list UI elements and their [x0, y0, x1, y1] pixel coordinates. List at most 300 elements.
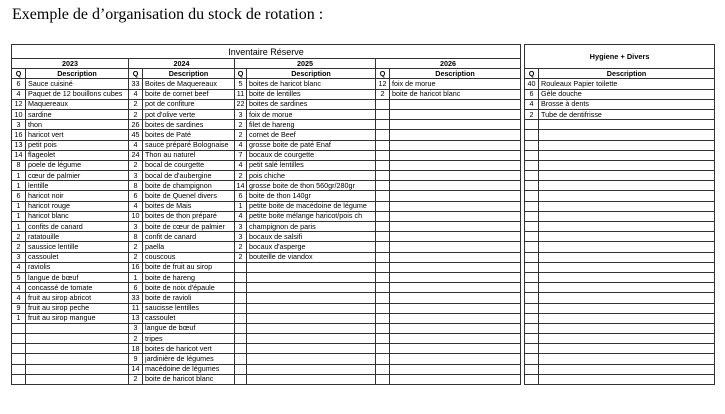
desc-cell-2024: boites de sardines [143, 120, 235, 130]
desc-cell-2025: cornet de Beef [247, 130, 376, 140]
qty-cell-2025: 1 [235, 201, 247, 211]
desc-cell-2025: bocaux de salsifi [247, 232, 376, 242]
col-q-2026: Q [376, 69, 390, 79]
desc-cell-2023: Paquet de 12 bouillons cubes [26, 89, 129, 99]
desc-cell-2026 [390, 354, 521, 364]
desc-cell-hygiene: Gèle douche [539, 89, 715, 99]
qty-cell-2026 [376, 191, 390, 201]
qty-cell-2024: 4 [129, 89, 143, 99]
qty-cell-2026 [376, 374, 390, 384]
desc-cell-hygiene [539, 272, 715, 282]
qty-cell-2024: 33 [129, 293, 143, 303]
qty-cell-2023: 12 [12, 99, 26, 109]
qty-cell-hygiene: 6 [525, 89, 539, 99]
desc-cell-hygiene [539, 201, 715, 211]
qty-cell-2026 [376, 222, 390, 232]
table-row [12, 109, 715, 119]
table-row [12, 150, 715, 160]
desc-cell-2026 [390, 323, 521, 333]
desc-cell-2026 [390, 242, 521, 252]
desc-cell-2025 [247, 313, 376, 323]
table-row [12, 181, 715, 191]
desc-cell-2023 [26, 374, 129, 384]
qty-cell-2025: 22 [236, 99, 245, 109]
desc-cell-2025: petite boite de macédoine de légume [247, 201, 376, 211]
qty-cell-2025: 4 [235, 211, 247, 221]
qty-cell-hygiene [525, 150, 539, 160]
table-row [12, 130, 715, 140]
qty-cell-2026 [376, 262, 390, 272]
desc-cell-hygiene [539, 211, 715, 221]
qty-cell-2023: 4 [12, 89, 26, 99]
qty-cell-hygiene [525, 293, 539, 303]
desc-cell-2024: tripes [143, 334, 235, 344]
qty-cell-hygiene [525, 232, 539, 242]
qty-cell-2023 [12, 344, 26, 354]
desc-cell-2024: boites de Paté [143, 130, 235, 140]
desc-cell-2023: haricot rouge [26, 201, 129, 211]
qty-cell-hygiene [525, 283, 539, 293]
qty-cell-hygiene [525, 323, 539, 333]
qty-cell-2023 [12, 334, 26, 344]
desc-cell-2023: Maquereaux [26, 99, 129, 109]
qty-cell-2026 [376, 323, 390, 333]
qty-cell-hygiene [525, 272, 539, 282]
qty-cell-2025 [235, 374, 247, 384]
qty-cell-2025: 11 [235, 89, 247, 99]
qty-cell-2023: 14 [12, 150, 26, 160]
qty-cell-2025: 6 [235, 191, 247, 201]
inventaire-title: Inventaire Réserve [12, 45, 521, 59]
desc-cell-2023: cœur de palmier [26, 171, 129, 181]
table-row [12, 120, 715, 130]
desc-cell-hygiene: Tube de dentifrisse [539, 109, 715, 119]
qty-cell-hygiene [525, 313, 539, 323]
desc-cell-hygiene [539, 364, 715, 374]
desc-cell-2023: lentille [26, 181, 129, 191]
desc-cell-hygiene [539, 242, 715, 252]
qty-cell-2024: 11 [129, 303, 143, 313]
table-row [12, 303, 715, 313]
table-row [12, 232, 715, 242]
qty-cell-2026 [376, 181, 390, 191]
qty-cell-2023: 4 [12, 283, 26, 293]
qty-cell-2026 [376, 140, 390, 150]
desc-cell-hygiene [539, 313, 715, 323]
desc-cell-2025: bocaux de courgette [247, 150, 376, 160]
qty-cell-hygiene [525, 344, 539, 354]
desc-cell-2023 [26, 334, 129, 344]
qty-cell-2026 [376, 252, 390, 262]
qty-cell-2025 [235, 272, 247, 282]
qty-cell-2023: 3 [12, 120, 26, 130]
desc-cell-hygiene [539, 120, 715, 130]
desc-cell-2024: sauce préparé Bolognaise [143, 140, 235, 150]
desc-cell-2025: boite de thon 140gr [247, 191, 376, 201]
table-row [12, 344, 715, 354]
col-desc-hygiene: Description [539, 69, 715, 79]
desc-cell-2023: raviolis [26, 262, 129, 272]
qty-cell-2025: 5 [235, 79, 247, 89]
table-row [12, 272, 715, 282]
qty-cell-2023: 6 [12, 191, 26, 201]
table-row [12, 79, 715, 89]
qty-cell-hygiene [525, 303, 539, 313]
column-gap [521, 59, 525, 69]
desc-cell-2025 [247, 293, 376, 303]
qty-cell-2026 [376, 171, 390, 181]
qty-cell-2024: 4 [129, 140, 143, 150]
qty-cell-2024: 1 [129, 272, 143, 282]
qty-cell-hygiene [525, 140, 539, 150]
desc-cell-2025: petit salé lentilles [247, 160, 376, 170]
qty-cell-hygiene: 4 [525, 99, 539, 109]
desc-cell-2025 [247, 344, 376, 354]
qty-cell-2023: 16 [12, 130, 26, 140]
qty-cell-2024: 2 [129, 374, 143, 384]
qty-cell-2023: 1 [12, 313, 26, 323]
qty-cell-2026 [376, 354, 390, 364]
desc-cell-2025 [247, 323, 376, 333]
qty-cell-2023: 2 [12, 232, 26, 242]
qty-cell-2025: 2 [235, 171, 247, 181]
page-heading: Exemple de d’organisation du stock de rotation : [12, 6, 324, 23]
desc-cell-hygiene [539, 293, 715, 303]
table-row [12, 140, 715, 150]
desc-cell-2024: cassoulet [143, 313, 235, 323]
table-row [12, 222, 715, 232]
desc-cell-2025: grosse boite de thon 560gr/280gr [247, 181, 376, 191]
qty-cell-2025 [235, 323, 247, 333]
qty-cell-hygiene [525, 242, 539, 252]
qty-cell-2025: 4 [235, 140, 247, 150]
qty-cell-2024: 33 [129, 79, 143, 89]
desc-cell-hygiene [539, 374, 715, 384]
qty-cell-2024: 3 [129, 323, 143, 333]
desc-cell-hygiene [539, 160, 715, 170]
desc-cell-2024: pot de confiture [143, 99, 235, 109]
desc-cell-2026 [390, 334, 521, 344]
desc-cell-2024: jardinière de légumes [143, 354, 235, 364]
desc-cell-2024: boite de noix d'épaule [143, 283, 235, 293]
qty-cell-2025 [235, 262, 247, 272]
desc-cell-2023: fruit au sirop abricot [26, 293, 129, 303]
desc-cell-2023: cassoulet [26, 252, 129, 262]
qty-cell-2026 [376, 99, 390, 109]
qty-cell-2024: 8 [129, 181, 143, 191]
qty-cell-2025: 2 [235, 130, 247, 140]
qty-cell-2025: 3 [235, 222, 247, 232]
desc-cell-2026 [390, 232, 521, 242]
qty-cell-hygiene [525, 354, 539, 364]
qty-cell-2023: 1 [12, 171, 26, 181]
qty-cell-hygiene: 2 [525, 109, 539, 119]
desc-cell-2023: haricot blanc [26, 211, 129, 221]
qty-cell-2024: 10 [129, 211, 143, 221]
desc-cell-2026 [390, 171, 521, 181]
qty-cell-2023: 2 [12, 242, 26, 252]
desc-cell-2023: langue de bœuf [26, 272, 129, 282]
desc-cell-2026 [390, 262, 521, 272]
desc-cell-2026 [390, 272, 521, 282]
desc-cell-2024: pot d'olive verte [143, 109, 235, 119]
desc-cell-2024: bocal de courgette [143, 160, 235, 170]
desc-cell-2024: boites de thon préparé [143, 211, 235, 221]
desc-cell-2023: ratatouille [26, 232, 129, 242]
year-header-2024: 2024 [129, 59, 235, 69]
qty-cell-2025: 2 [235, 252, 247, 262]
qty-cell-2023: 1 [12, 201, 26, 211]
desc-cell-2025: boites de haricot blanc [247, 79, 376, 89]
table-row [12, 252, 715, 262]
qty-cell-2026 [376, 303, 390, 313]
qty-cell-hygiene [525, 171, 539, 181]
qty-cell-2025 [235, 313, 247, 323]
qty-cell-2025: 14 [236, 180, 245, 190]
table-row [12, 171, 715, 181]
desc-cell-2025 [247, 374, 376, 384]
desc-cell-2023: petit pois [26, 140, 129, 150]
qty-cell-2026 [376, 211, 390, 221]
desc-cell-2026 [390, 344, 521, 354]
qty-cell-hygiene [525, 334, 539, 344]
desc-cell-2025 [247, 354, 376, 364]
qty-cell-2025: 4 [235, 160, 247, 170]
qty-cell-2023: 6 [12, 79, 26, 89]
table-row [12, 242, 715, 252]
desc-cell-2023: concassé de tomate [26, 283, 129, 293]
qty-cell-2024: 26 [129, 120, 143, 130]
qty-cell-2025: 3 [235, 232, 247, 242]
desc-cell-2023: haricot noir [26, 191, 129, 201]
table-row [12, 293, 715, 303]
qty-cell-hygiene [525, 211, 539, 221]
desc-cell-2026 [390, 201, 521, 211]
desc-cell-2026 [390, 120, 521, 130]
desc-cell-2024: couscous [143, 252, 235, 262]
desc-cell-hygiene [539, 181, 715, 191]
desc-cell-2024: paella [143, 242, 235, 252]
desc-cell-2025 [247, 262, 376, 272]
qty-cell-2024: 2 [129, 99, 143, 109]
desc-cell-hygiene [539, 252, 715, 262]
desc-cell-2024: Thon au naturel [143, 150, 235, 160]
qty-cell-2025: 3 [235, 109, 247, 119]
table-row [12, 191, 715, 201]
desc-cell-2025: pois chiche [247, 171, 376, 181]
desc-cell-2024: boite de cornet beef [143, 89, 235, 99]
qty-cell-2023: 1 [12, 222, 26, 232]
desc-cell-2024: boites de haricot vert [143, 344, 235, 354]
qty-cell-2026 [376, 313, 390, 323]
qty-cell-2024: 2 [129, 334, 143, 344]
desc-cell-2023: sardine [26, 109, 129, 119]
desc-cell-2025: boites de sardines [247, 99, 376, 109]
qty-cell-2026 [376, 120, 390, 130]
qty-cell-2023: 10 [12, 109, 26, 119]
desc-cell-2026 [390, 364, 521, 374]
desc-cell-2024: boite de Quenel divers [143, 191, 235, 201]
desc-cell-2024: boite de cœur de palmier [143, 222, 235, 232]
qty-cell-hygiene [525, 160, 539, 170]
desc-cell-2024: langue de bœuf [143, 323, 235, 333]
desc-cell-2024: boite de haricot blanc [143, 374, 235, 384]
qty-cell-2025 [235, 354, 247, 364]
qty-cell-2026 [376, 293, 390, 303]
qty-cell-hygiene [525, 222, 539, 232]
desc-cell-2025: petite boite mélange haricot/pois ch [247, 211, 376, 221]
desc-cell-2025 [247, 272, 376, 282]
desc-cell-2024: boite de hareng [143, 272, 235, 282]
qty-cell-2024: 8 [129, 232, 143, 242]
desc-cell-2025: filet de hareng [247, 120, 376, 130]
qty-cell-2024: 6 [129, 283, 143, 293]
qty-cell-hygiene [525, 120, 539, 130]
table-row [12, 211, 715, 221]
qty-cell-2024: 13 [129, 313, 143, 323]
desc-cell-2023: fruit au sirop mangue [26, 313, 129, 323]
desc-cell-2026 [390, 109, 521, 119]
qty-cell-hygiene [525, 252, 539, 262]
desc-cell-2023 [26, 323, 129, 333]
desc-cell-2026 [390, 150, 521, 160]
desc-cell-2023 [26, 354, 129, 364]
qty-cell-hygiene [525, 181, 539, 191]
qty-cell-2024: 2 [129, 160, 143, 170]
qty-cell-2024: 3 [129, 222, 143, 232]
qty-cell-2023: 13 [12, 140, 26, 150]
qty-cell-2024: 9 [129, 354, 143, 364]
desc-cell-2024: bocal de d'aubergine [143, 171, 235, 181]
qty-cell-hygiene [525, 364, 539, 374]
col-q-2024: Q [129, 69, 143, 79]
qty-cell-2024: 14 [129, 364, 143, 374]
qty-cell-2023: 5 [12, 272, 26, 282]
desc-cell-2025 [247, 283, 376, 293]
qty-cell-2023: 4 [12, 262, 26, 272]
desc-cell-2023: Sauce cuisiné [26, 79, 129, 89]
desc-cell-2025: champignon de paris [247, 222, 376, 232]
desc-cell-2026 [390, 283, 521, 293]
qty-cell-2023: 1 [12, 181, 26, 191]
desc-cell-2026 [390, 303, 521, 313]
desc-cell-2026 [390, 140, 521, 150]
desc-cell-hygiene [539, 262, 715, 272]
qty-cell-2026 [376, 334, 390, 344]
desc-cell-2023: fruit au sirop peche [26, 303, 129, 313]
qty-cell-2024: 4 [129, 201, 143, 211]
qty-cell-2024: 2 [129, 242, 143, 252]
desc-cell-2024: macédoine de légumes [143, 364, 235, 374]
desc-cell-2023 [26, 344, 129, 354]
desc-cell-hygiene [539, 222, 715, 232]
desc-cell-hygiene [539, 334, 715, 344]
desc-cell-2025 [247, 303, 376, 313]
qty-cell-2023: 9 [12, 303, 26, 313]
col-q-hygiene: Q [525, 69, 539, 79]
desc-cell-2023: confits de canard [26, 222, 129, 232]
desc-cell-2023: haricot vert [26, 130, 129, 140]
desc-cell-hygiene [539, 150, 715, 160]
desc-cell-2026 [390, 99, 521, 109]
desc-cell-2023: poele de légume [26, 160, 129, 170]
table-row [12, 354, 715, 364]
desc-cell-2026 [390, 211, 521, 221]
qty-cell-2026 [376, 242, 390, 252]
table-row [12, 364, 715, 374]
desc-cell-hygiene [539, 130, 715, 140]
desc-cell-2024: boite de champignon [143, 181, 235, 191]
qty-cell-2025 [235, 293, 247, 303]
qty-cell-hygiene [525, 130, 539, 140]
hygiene-title: Hygiene + Divers [525, 45, 715, 69]
desc-cell-2026 [390, 130, 521, 140]
desc-cell-hygiene [539, 191, 715, 201]
qty-cell-2026 [376, 272, 390, 282]
desc-cell-2025: boite de lentilles [247, 89, 376, 99]
qty-cell-2026 [376, 160, 390, 170]
desc-cell-2026: foix de morue [390, 79, 521, 89]
qty-cell-2025 [235, 344, 247, 354]
qty-cell-2026 [376, 364, 390, 374]
qty-cell-2025: 2 [235, 120, 247, 130]
table-row [12, 160, 715, 170]
desc-cell-2026 [390, 374, 521, 384]
desc-cell-2023 [26, 364, 129, 374]
qty-cell-2023 [12, 364, 26, 374]
qty-cell-2026 [376, 232, 390, 242]
qty-cell-2026: 2 [376, 89, 390, 99]
desc-cell-2026 [390, 313, 521, 323]
qty-cell-2026 [376, 344, 390, 354]
desc-cell-2024: boites de Mais [143, 201, 235, 211]
qty-cell-2025: 7 [235, 150, 247, 160]
desc-cell-2024: Boites de Maquereaux [143, 79, 235, 89]
desc-cell-hygiene [539, 344, 715, 354]
desc-cell-2024: saucisse lentilles [143, 303, 235, 313]
desc-cell-2026 [390, 181, 521, 191]
table-row [12, 89, 715, 99]
qty-cell-hygiene [525, 191, 539, 201]
table-row [12, 334, 715, 344]
desc-cell-2026 [390, 293, 521, 303]
qty-cell-2024: 6 [129, 191, 143, 201]
col-q-2023: Q [12, 69, 26, 79]
qty-cell-2025 [235, 334, 247, 344]
year-header-2026: 2026 [376, 59, 521, 69]
desc-cell-hygiene [539, 283, 715, 293]
qty-cell-2023: 8 [12, 160, 26, 170]
desc-cell-2026 [390, 252, 521, 262]
desc-cell-hygiene [539, 171, 715, 181]
desc-cell-2025 [247, 334, 376, 344]
table-row [12, 99, 715, 109]
qty-cell-2026: 12 [376, 79, 390, 89]
qty-cell-2023 [12, 354, 26, 364]
inventory-table [11, 44, 715, 385]
qty-cell-2025 [235, 364, 247, 374]
qty-cell-hygiene: 40 [525, 79, 539, 89]
desc-cell-2026 [390, 191, 521, 201]
desc-cell-hygiene [539, 354, 715, 364]
col-q-2025: Q [235, 69, 247, 79]
desc-cell-2025: grosse boite de paté Enaf [247, 140, 376, 150]
qty-cell-2024: 18 [129, 344, 143, 354]
qty-cell-2024: 2 [129, 109, 143, 119]
qty-cell-2023 [12, 374, 26, 384]
year-header-2025: 2025 [235, 59, 376, 69]
qty-cell-2023: 4 [12, 293, 26, 303]
